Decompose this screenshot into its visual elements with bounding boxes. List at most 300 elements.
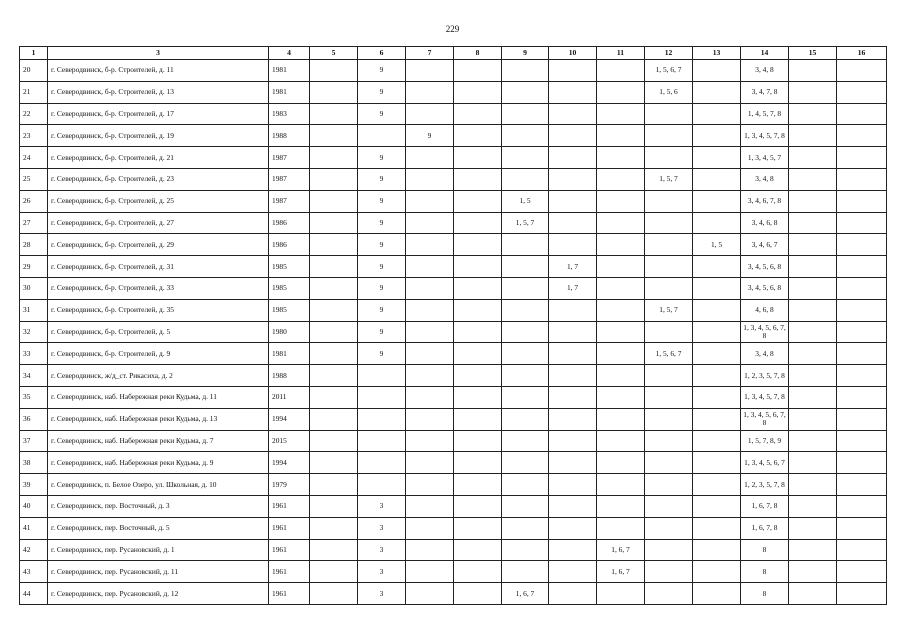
table-cell [645, 474, 693, 496]
row-number-cell: 43 [20, 561, 48, 583]
table-cell [406, 147, 454, 169]
table-cell [645, 386, 693, 408]
table-cell [454, 81, 502, 103]
address-cell: г. Северодвинск, б-р. Строителей, д. 25 [48, 190, 269, 212]
table-cell [693, 539, 741, 561]
table-cell: 1994 [269, 452, 310, 474]
table-cell: 9 [358, 190, 406, 212]
table-cell [789, 256, 837, 278]
table-cell [502, 474, 549, 496]
table-cell [597, 190, 645, 212]
table-cell: 3 [358, 539, 406, 561]
table-cell: 2015 [269, 430, 310, 452]
table-cell [789, 495, 837, 517]
table-cell [454, 234, 502, 256]
table-cell [597, 495, 645, 517]
page-number: 229 [445, 24, 460, 34]
table-cell: 1, 4, 5, 7, 8 [741, 103, 789, 125]
table-cell [693, 190, 741, 212]
column-header: 13 [693, 47, 741, 60]
table-cell: 1, 6, 7 [597, 539, 645, 561]
table-row [20, 474, 887, 496]
table-cell [310, 365, 358, 387]
table-cell [645, 365, 693, 387]
table-cell [789, 147, 837, 169]
table-row [20, 343, 887, 365]
table-cell [693, 583, 741, 605]
table-cell [549, 103, 597, 125]
table-cell [502, 125, 549, 147]
table-cell [454, 539, 502, 561]
table-cell: 9 [358, 256, 406, 278]
table-cell [789, 343, 837, 365]
table-cell [502, 495, 549, 517]
table-cell [310, 212, 358, 234]
table-cell [837, 321, 887, 343]
table-cell [597, 343, 645, 365]
header-row [20, 47, 887, 60]
table-cell [406, 561, 454, 583]
table-cell: 9 [406, 125, 454, 147]
table-cell: 1, 3, 4, 5, 6, 7, 8 [741, 408, 789, 430]
table-row [20, 452, 887, 474]
table-cell [789, 103, 837, 125]
table-cell [406, 81, 454, 103]
table-row [20, 539, 887, 561]
table-cell [454, 168, 502, 190]
address-cell: г. Северодвинск, б-р. Строителей, д. 29 [48, 234, 269, 256]
table-cell [502, 103, 549, 125]
address-cell: г. Северодвинск, б-р. Строителей, д. 13 [48, 81, 269, 103]
table-cell [406, 343, 454, 365]
table-cell: 1, 2, 3, 5, 7, 8 [741, 365, 789, 387]
table-cell [549, 474, 597, 496]
table-cell [549, 147, 597, 169]
table-cell [310, 430, 358, 452]
table-cell [693, 256, 741, 278]
table-cell [837, 299, 887, 321]
housing-register-table [19, 46, 887, 605]
table-cell [502, 60, 549, 82]
table-cell: 1987 [269, 190, 310, 212]
table-cell: 9 [358, 168, 406, 190]
table-cell [406, 408, 454, 430]
table-cell [597, 103, 645, 125]
table-cell: 9 [358, 234, 406, 256]
column-header: 9 [502, 47, 549, 60]
table-cell [645, 561, 693, 583]
row-number-cell: 25 [20, 168, 48, 190]
row-number-cell: 42 [20, 539, 48, 561]
table-cell [789, 561, 837, 583]
table-cell [502, 321, 549, 343]
table-cell [502, 408, 549, 430]
table-cell [454, 430, 502, 452]
table-cell [502, 539, 549, 561]
table-cell [406, 168, 454, 190]
table-cell [454, 299, 502, 321]
table-cell [310, 321, 358, 343]
row-number-cell: 26 [20, 190, 48, 212]
table-cell [597, 408, 645, 430]
table-row [20, 299, 887, 321]
table-cell [693, 430, 741, 452]
table-cell [454, 103, 502, 125]
row-number-cell: 20 [20, 60, 48, 82]
column-header: 11 [597, 47, 645, 60]
row-number-cell: 29 [20, 256, 48, 278]
table-cell [837, 168, 887, 190]
table-row [20, 561, 887, 583]
table-cell [789, 168, 837, 190]
address-cell: г. Северодвинск, б-р. Строителей, д. 9 [48, 343, 269, 365]
row-number-cell: 24 [20, 147, 48, 169]
table-cell [597, 386, 645, 408]
table-cell [454, 561, 502, 583]
table-row [20, 365, 887, 387]
table-cell [837, 256, 887, 278]
table-cell [597, 81, 645, 103]
table-cell: 3, 4, 8 [741, 343, 789, 365]
table-cell: 9 [358, 212, 406, 234]
table-cell: 8 [741, 583, 789, 605]
row-number-cell: 27 [20, 212, 48, 234]
table-cell [406, 474, 454, 496]
table-cell: 3 [358, 517, 406, 539]
table-cell: 1, 7 [549, 256, 597, 278]
table-cell [789, 408, 837, 430]
table-cell [693, 386, 741, 408]
table-cell [837, 452, 887, 474]
table-cell [837, 561, 887, 583]
table-row [20, 256, 887, 278]
table-cell: 3 [358, 495, 406, 517]
table-cell [789, 517, 837, 539]
column-header: 1 [20, 47, 48, 60]
table-row [20, 234, 887, 256]
table-cell [789, 81, 837, 103]
table-cell: 9 [358, 277, 406, 299]
table-cell: 1980 [269, 321, 310, 343]
table-cell: 9 [358, 299, 406, 321]
table-cell [549, 125, 597, 147]
table-cell [789, 212, 837, 234]
row-number-cell: 28 [20, 234, 48, 256]
table-cell: 1, 5, 6 [645, 81, 693, 103]
table-row [20, 408, 887, 430]
table-cell [645, 212, 693, 234]
table-cell [597, 474, 645, 496]
address-cell: г. Северодвинск, б-р. Строителей, д. 23 [48, 168, 269, 190]
address-cell: г. Северодвинск, б-р. Строителей, д. 35 [48, 299, 269, 321]
table-cell [789, 299, 837, 321]
table-cell [645, 430, 693, 452]
table-cell [406, 212, 454, 234]
table-cell [645, 321, 693, 343]
table-row [20, 60, 887, 82]
table-cell [310, 168, 358, 190]
row-number-cell: 41 [20, 517, 48, 539]
table-cell [454, 452, 502, 474]
address-cell: г. Северодвинск, пер. Русановский, д. 1 [48, 539, 269, 561]
table-cell [310, 517, 358, 539]
column-header: 8 [454, 47, 502, 60]
table-cell: 1, 6, 7 [502, 583, 549, 605]
table-cell [358, 474, 406, 496]
table-cell [406, 234, 454, 256]
table-cell: 2011 [269, 386, 310, 408]
table-cell [549, 190, 597, 212]
table-cell [454, 147, 502, 169]
table-cell [502, 452, 549, 474]
table-cell [310, 81, 358, 103]
table-cell [789, 386, 837, 408]
table-cell: 3, 4, 6, 7, 8 [741, 190, 789, 212]
table-cell [693, 212, 741, 234]
table-cell [406, 256, 454, 278]
table-cell [837, 583, 887, 605]
table-cell: 1961 [269, 561, 310, 583]
row-number-cell: 33 [20, 343, 48, 365]
table-row [20, 212, 887, 234]
table-cell [549, 452, 597, 474]
table-cell [837, 190, 887, 212]
address-cell: г. Северодвинск, б-р. Строителей, д. 21 [48, 147, 269, 169]
table-cell [406, 495, 454, 517]
table-cell [454, 408, 502, 430]
row-number-cell: 35 [20, 386, 48, 408]
table-cell [549, 583, 597, 605]
table-cell [645, 408, 693, 430]
table-cell [789, 234, 837, 256]
table-cell: 1985 [269, 277, 310, 299]
table-cell [597, 517, 645, 539]
table-row [20, 81, 887, 103]
table-row [20, 125, 887, 147]
address-cell: г. Северодвинск, наб. Набережная реки Кудьма, д. 7 [48, 430, 269, 452]
table-cell [406, 430, 454, 452]
table-cell: 9 [358, 103, 406, 125]
table-cell [502, 386, 549, 408]
address-cell: г. Северодвинск, б-р. Строителей, д. 33 [48, 277, 269, 299]
table-cell [406, 60, 454, 82]
table-cell [454, 583, 502, 605]
table-cell [454, 212, 502, 234]
table-cell [549, 60, 597, 82]
table-cell [406, 386, 454, 408]
table-cell [406, 190, 454, 212]
table-cell [406, 452, 454, 474]
table-cell [406, 539, 454, 561]
table-cell: 3, 4, 8 [741, 60, 789, 82]
row-number-cell: 31 [20, 299, 48, 321]
table-row [20, 386, 887, 408]
table-cell [502, 147, 549, 169]
table-cell: 1, 5, 7 [645, 299, 693, 321]
table-cell [502, 299, 549, 321]
table-cell: 1985 [269, 256, 310, 278]
table-cell [549, 234, 597, 256]
table-cell [549, 430, 597, 452]
table-cell [502, 277, 549, 299]
table-cell: 3, 4, 7, 8 [741, 81, 789, 103]
table-cell [597, 299, 645, 321]
table-cell [645, 103, 693, 125]
table-cell [597, 168, 645, 190]
table-cell [549, 365, 597, 387]
table-cell [789, 474, 837, 496]
table-row [20, 277, 887, 299]
table-cell [693, 147, 741, 169]
column-header: 7 [406, 47, 454, 60]
table-cell [597, 583, 645, 605]
table-cell [693, 408, 741, 430]
table-cell [549, 343, 597, 365]
table-cell [358, 430, 406, 452]
table-cell [406, 517, 454, 539]
table-cell [310, 583, 358, 605]
table-cell [502, 365, 549, 387]
table-row [20, 168, 887, 190]
table-cell [406, 583, 454, 605]
table-cell [358, 365, 406, 387]
address-cell: г. Северодвинск, пер. Восточный, д. 3 [48, 495, 269, 517]
table-cell [310, 474, 358, 496]
table-cell: 3, 4, 5, 6, 8 [741, 277, 789, 299]
table-cell [597, 452, 645, 474]
table-cell [406, 277, 454, 299]
table-cell [502, 561, 549, 583]
table-cell: 1, 2, 3, 5, 7, 8 [741, 474, 789, 496]
table-cell [310, 343, 358, 365]
table-cell [358, 125, 406, 147]
table-cell: 1, 7 [549, 277, 597, 299]
table-cell: 9 [358, 147, 406, 169]
row-number-cell: 21 [20, 81, 48, 103]
table-cell [837, 430, 887, 452]
table-cell: 1, 3, 4, 5, 6, 7 [741, 452, 789, 474]
table-cell: 1981 [269, 343, 310, 365]
table-cell [406, 103, 454, 125]
table-body [20, 60, 887, 605]
table-cell: 1, 5, 7 [645, 168, 693, 190]
table-cell: 1, 6, 7, 8 [741, 517, 789, 539]
table-cell: 1986 [269, 212, 310, 234]
table-cell: 9 [358, 81, 406, 103]
table-cell [454, 256, 502, 278]
table-cell [693, 561, 741, 583]
table-cell [502, 168, 549, 190]
table-cell [837, 386, 887, 408]
table-cell [549, 495, 597, 517]
table-cell [502, 430, 549, 452]
table-cell [454, 321, 502, 343]
table-cell [645, 234, 693, 256]
table-cell: 1, 5, 6, 7 [645, 60, 693, 82]
address-cell: г. Северодвинск, б-р. Строителей, д. 5 [48, 321, 269, 343]
table-cell [597, 60, 645, 82]
table-cell: 1, 6, 7, 8 [741, 495, 789, 517]
table-cell: 3, 4, 6, 7 [741, 234, 789, 256]
table-cell [406, 321, 454, 343]
table-cell: 4, 6, 8 [741, 299, 789, 321]
table-cell: 3, 4, 8 [741, 168, 789, 190]
table-row [20, 103, 887, 125]
table-cell [693, 452, 741, 474]
table-cell [645, 495, 693, 517]
table-cell [310, 386, 358, 408]
table-cell [310, 539, 358, 561]
row-number-cell: 30 [20, 277, 48, 299]
table-cell [310, 103, 358, 125]
table-cell [693, 60, 741, 82]
table-cell [502, 81, 549, 103]
table-cell [454, 495, 502, 517]
table-cell [645, 583, 693, 605]
column-header: 14 [741, 47, 789, 60]
address-cell: г. Северодвинск, наб. Набережная реки Кудьма, д. 11 [48, 386, 269, 408]
address-cell: г. Северодвинск, б-р. Строителей, д. 17 [48, 103, 269, 125]
table-cell [645, 539, 693, 561]
table-cell [693, 168, 741, 190]
table-cell: 1, 5, 7, 8, 9 [741, 430, 789, 452]
table-cell [597, 212, 645, 234]
table-cell [789, 321, 837, 343]
table-cell [502, 343, 549, 365]
table-cell: 8 [741, 561, 789, 583]
table-cell: 1983 [269, 103, 310, 125]
column-header: 3 [48, 47, 269, 60]
address-cell: г. Северодвинск, пер. Русановский, д. 11 [48, 561, 269, 583]
table-cell [597, 321, 645, 343]
table-cell: 1, 5 [693, 234, 741, 256]
table-cell [645, 125, 693, 147]
row-number-cell: 22 [20, 103, 48, 125]
table-cell: 3 [358, 583, 406, 605]
table-cell [837, 60, 887, 82]
row-number-cell: 37 [20, 430, 48, 452]
table-cell [310, 495, 358, 517]
table-cell [837, 495, 887, 517]
table-cell [693, 321, 741, 343]
table-cell [837, 147, 887, 169]
table-cell: 1, 5 [502, 190, 549, 212]
table-cell [837, 277, 887, 299]
column-header: 10 [549, 47, 597, 60]
table-cell: 1961 [269, 495, 310, 517]
table-cell [789, 125, 837, 147]
table-cell: 1987 [269, 147, 310, 169]
table-cell [645, 190, 693, 212]
table-cell [454, 125, 502, 147]
table-cell: 9 [358, 321, 406, 343]
table-cell: 1988 [269, 365, 310, 387]
table-cell [837, 365, 887, 387]
address-cell: г. Северодвинск, б-р. Строителей, д. 11 [48, 60, 269, 82]
table-cell [597, 277, 645, 299]
table-cell [597, 234, 645, 256]
table-cell [310, 190, 358, 212]
table-cell [358, 386, 406, 408]
table-cell [693, 517, 741, 539]
table-cell [837, 408, 887, 430]
table-cell [454, 474, 502, 496]
table-cell [310, 452, 358, 474]
table-cell [645, 277, 693, 299]
table-cell [502, 234, 549, 256]
table-cell [693, 343, 741, 365]
row-number-cell: 23 [20, 125, 48, 147]
